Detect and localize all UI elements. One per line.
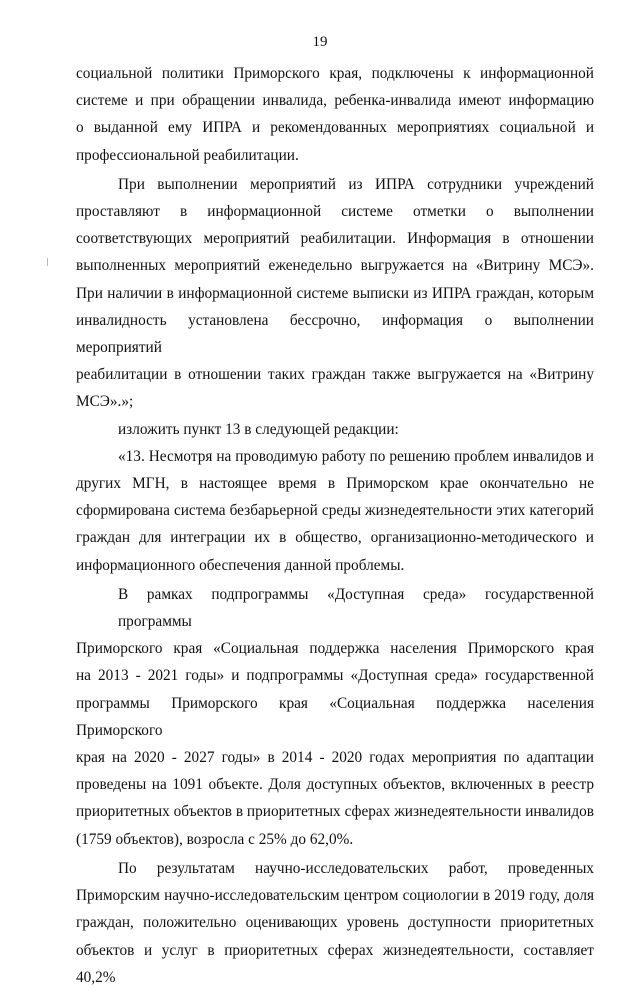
document-body bbox=[76, 60, 594, 991]
text-line: информационного обеспечения данной проблемы. bbox=[76, 556, 405, 574]
text-line: МСЭ».»; bbox=[76, 393, 134, 411]
text-line: реабилитации в отношении таких граждан также выгружается на «Витрину bbox=[76, 366, 594, 384]
text-line: программы Приморского края «Социальная поддержка населения Приморского bbox=[76, 694, 594, 739]
page-number: 19 bbox=[312, 34, 328, 50]
paragraph-first-line: По результатам научно-исследовательских работ, проведенных bbox=[118, 859, 594, 877]
text-line: профессиональной реабилитации. bbox=[76, 146, 299, 164]
scan-margin-mark bbox=[47, 258, 48, 266]
text-line: приоритетных объектов в приоритетных сферах жизнедеятельности инвалидов bbox=[76, 803, 594, 821]
text-line: объектов и услуг в приоритетных сферах жизнедеятельности, составляет 40,2% bbox=[76, 941, 594, 986]
text-line: о выданной ему ИПРА и рекомендованных мероприятиях социальной и bbox=[76, 119, 594, 137]
text-line: края на 2020 - 2027 годы» в 2014 - 2020 годах мероприятия по адаптации bbox=[76, 749, 594, 767]
text-line: на 2013 - 2021 годы» и подпрограммы «Доступная среда» государственной bbox=[76, 667, 594, 685]
text-line: других МГН, в настоящее время в Приморском крае окончательно не bbox=[76, 475, 594, 493]
text-line: проставляют в информационной системе отметки о выполнении bbox=[76, 203, 594, 221]
text-line: соответствующих мероприятий реабилитации. Информация в отношении bbox=[76, 230, 594, 248]
text-line: Приморским научно-исследовательским центром социологии в 2019 году, доля bbox=[76, 887, 594, 905]
text-line: (1759 объектов), возросла с 25% до 62,0%. bbox=[76, 830, 354, 848]
paragraph-first-line: В рамках подпрограммы «Доступная среда» государственной программы bbox=[118, 585, 594, 631]
text-line: При наличии в информационной системе выписки из ИПРА граждан, которым bbox=[76, 284, 594, 302]
text-line: выполненных мероприятий еженедельно выгружается на «Витрину МСЭ». bbox=[76, 257, 594, 275]
paragraph-first-line: изложить пункт 13 в следующей редакции: bbox=[118, 420, 399, 438]
text-line: социальной политики Приморского края, подключены к информационной bbox=[76, 65, 594, 82]
paragraph-first-line: «13. Несмотря на проводимую работу по решению проблем инвалидов и bbox=[118, 447, 594, 465]
text-line: Приморского края «Социальная поддержка населения Приморского края bbox=[76, 640, 594, 658]
text-line: системе и при обращении инвалида, ребенка-инвалида имеют информацию bbox=[76, 92, 594, 110]
text-line: граждан для интеграции их в общество, организационно-методического и bbox=[76, 529, 594, 547]
text-line: проведены на 1091 объекте. Доля доступных объектов, включенных в реестр bbox=[76, 776, 594, 794]
text-line: граждан, положительно оценивающих уровень доступности приоритетных bbox=[76, 914, 594, 932]
text-line: инвалидность установлена бессрочно, информация о выполнении мероприятий bbox=[76, 311, 594, 357]
paragraph-first-line: При выполнении мероприятий из ИПРА сотрудники учреждений bbox=[118, 175, 594, 193]
text-line: сформирована система безбарьерной среды жизнедеятельности этих категорий bbox=[76, 502, 594, 520]
